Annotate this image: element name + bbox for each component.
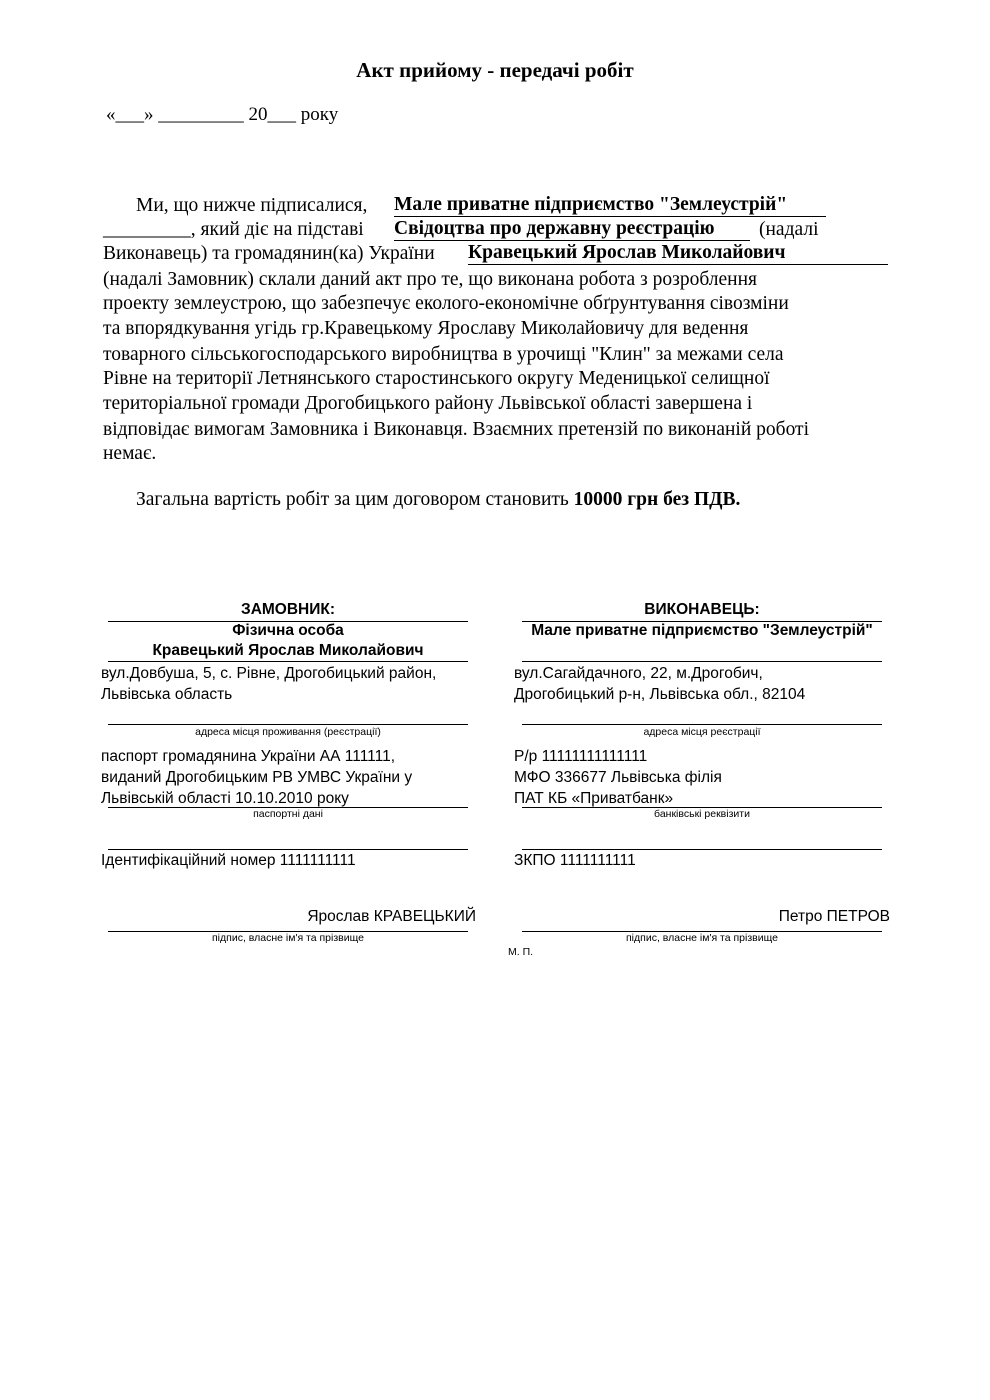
customer-type: Фізична особа [232,622,344,639]
customer-id-number: Ідентифікаційний номер 1111111111 [101,852,356,869]
body-line-9: територіальної громади Дрогобицького району Львівської області завершена і [103,393,753,414]
intro-prefix: Ми, що нижче підписалися, [136,195,368,216]
contractor-zkpo: ЗКПО 1111111111 [514,852,636,869]
blank-prefix: _________, який діє на підставі [103,219,364,240]
contractor-name: Мале приватне підприємство "Землеустрій" [531,622,873,639]
after-basis: (надалі [759,219,819,240]
cost-value: 10000 грн без ПДВ. [573,489,741,510]
customer-passport-1: паспорт громадянина України АА 111111, [101,748,396,765]
cost-prefix: Загальна вартість робіт за цим договором становить [136,489,569,510]
stamp-mark: М. П. [508,946,534,958]
date-line: «___» _________ 20___ року [106,104,339,125]
contractor-name-field: Мале приватне підприємство "Землеустрій" [394,194,826,217]
contractor-address-caption: адреса місця реєстрації [643,726,761,738]
document-title: Акт прийому - передачі робіт [356,58,634,82]
customer-signature-name: Ярослав КРАВЕЦЬКИЙ [307,908,476,925]
body-line-10: відповідає вимогам Замовника і Виконавця. Взаємних претензій по виконаній роботі [103,419,809,440]
customer-passport-2: виданий Дрогобицьким РВ УМВС України у [101,769,413,786]
body-line-6: та впорядкування угідь гр.Кравецькому Ярославу Миколайовичу для ведення [103,318,749,339]
customer-passport-caption: паспортні дані [253,808,323,820]
contractor-address-2: Дрогобицький р-н, Львівська обл., 82104 [514,686,806,703]
customer-address-2: Львівська область [101,686,233,703]
customer-passport-3: Львівській області 10.10.2010 року [101,790,349,807]
body-line-11: немає. [103,443,157,464]
customer-address-1: вул.Довбуша, 5, с. Рівне, Дрогобицький район, [101,665,437,682]
contractor-address-1: вул.Сагайдачного, 22, м.Дрогобич, [514,665,763,682]
contractor-signature-caption: підпис, власне ім'я та прізвище [626,932,778,944]
cost-line [136,488,740,512]
customer-name: Кравецький Ярослав Миколайович [152,642,424,659]
contractor-bank-2: МФО 336677 Львівська філія [514,769,722,786]
contractor-bank-3: ПАТ КБ «Приватбанк» [514,790,674,807]
contractor-header: ВИКОНАВЕЦЬ: [644,601,760,618]
body-line-8: Рівне на території Летнянського старостинського округу Меденицької селищної [103,368,770,389]
contractor-signature-name: Петро ПЕТРОВ [778,908,890,925]
contractor-bank-caption: банківські реквізити [654,808,750,820]
body-line-5: проекту землеустрою, що забезпечує еколого-економічне обґрунтування сівозміни [103,293,789,314]
customer-header: ЗАМОВНИК: [240,601,336,618]
body-line-7: товарного сільськогосподарського виробництва в урочищі "Клин" за межами села [103,344,784,365]
body-line-4: (надалі Замовник) склали даний акт про те, що виконана робота з розроблення [103,269,758,290]
contractor-bank-1: Р/р 11111111111111 [514,748,648,765]
basis-field: Свідоцтва про державну реєстрацію [394,218,750,241]
customer-address-caption: адреса місця проживання (реєстрації) [195,726,381,738]
line3-prefix: Виконавець) та громадянин(ка) України [103,243,435,264]
customer-signature-caption: підпис, власне ім'я та прізвище [212,932,364,944]
customer-name-field: Кравецький Ярослав Миколайович [468,242,888,265]
